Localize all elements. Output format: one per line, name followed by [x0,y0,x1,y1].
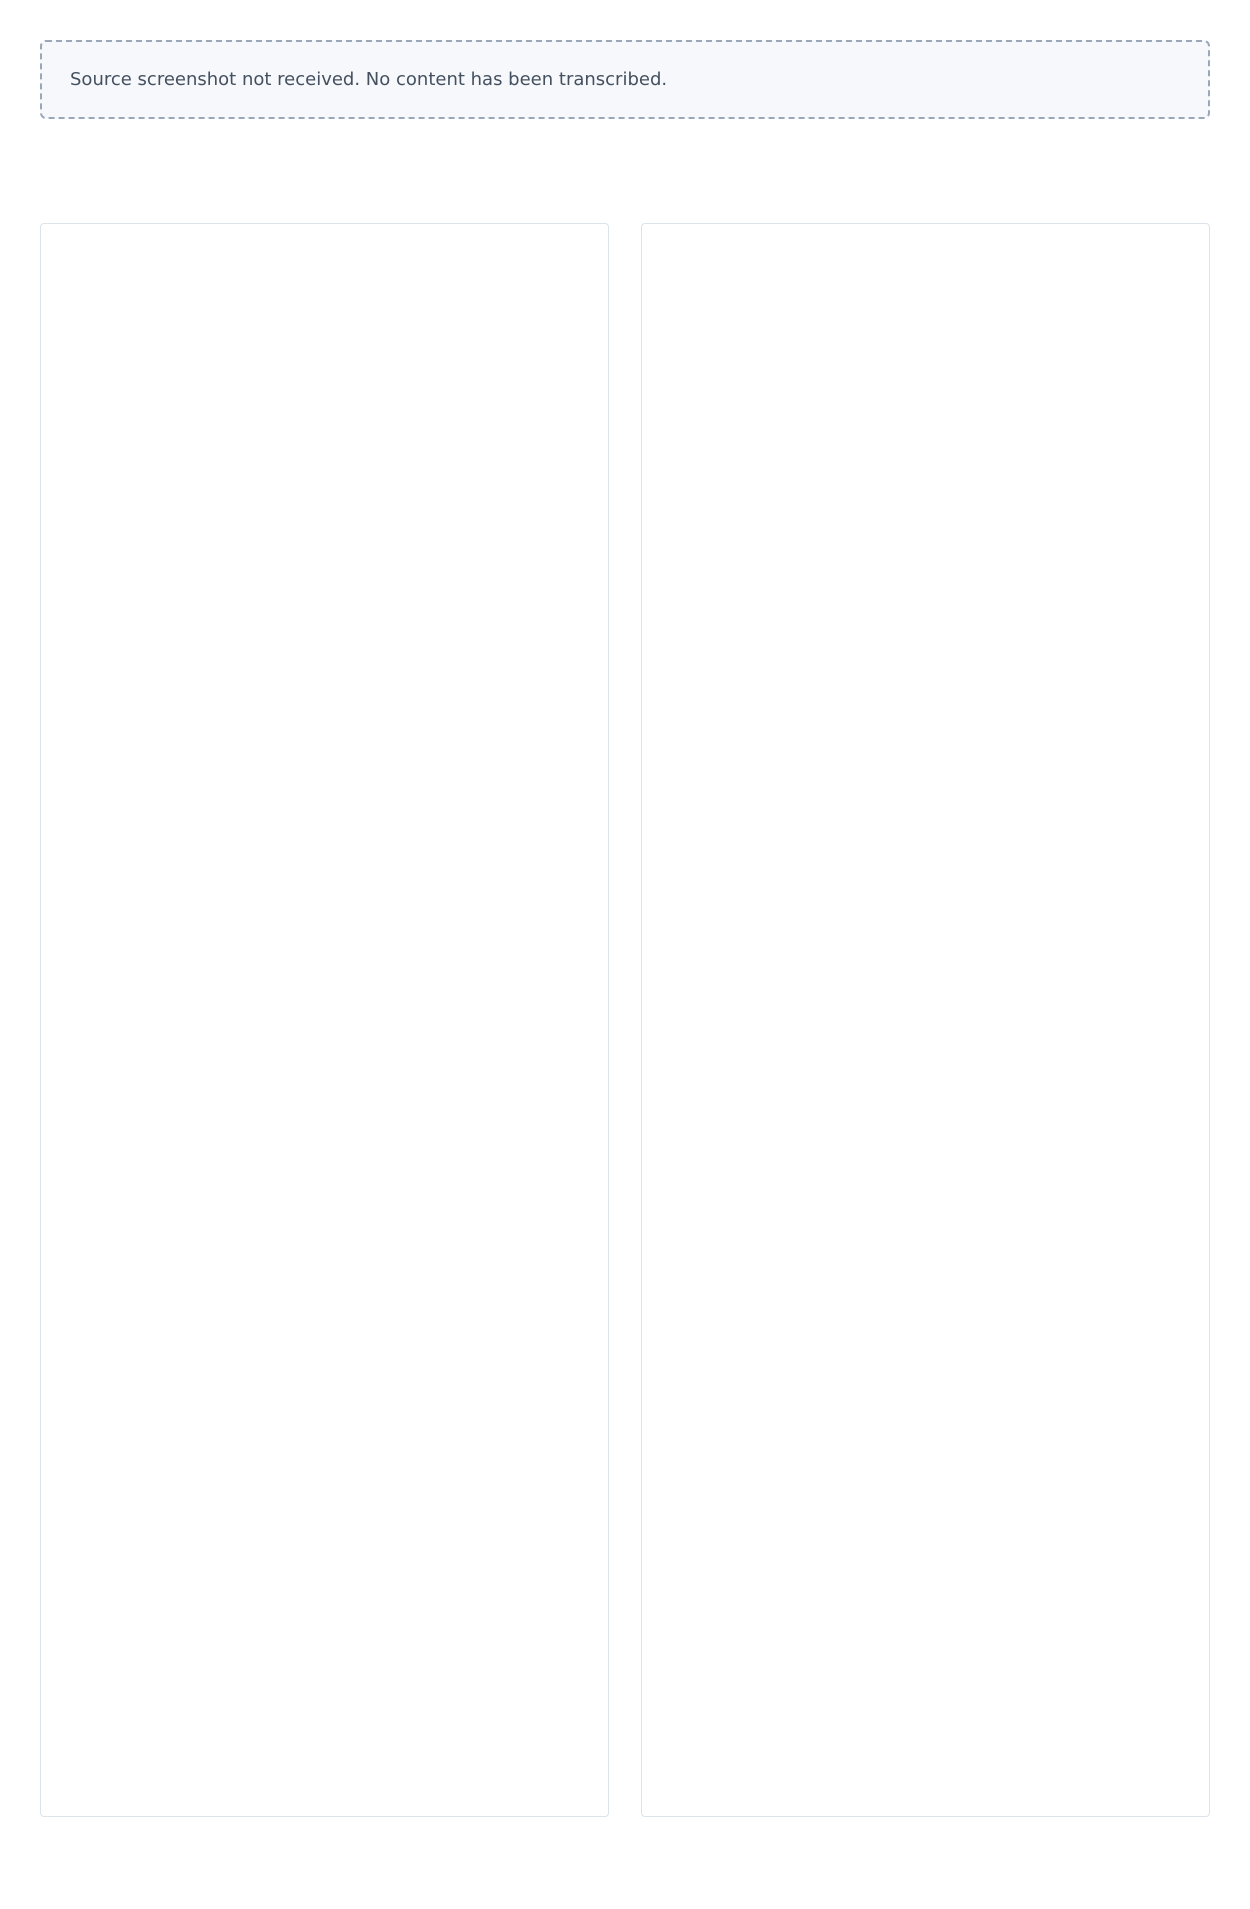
page-footer [40,1841,1210,1869]
content-columns [40,223,1210,1817]
missing-image-notice: Source screenshot not received. No content has been transcribed. [40,40,1210,119]
left-column [40,223,609,1817]
page-header [40,143,1210,175]
right-column [641,223,1210,1817]
